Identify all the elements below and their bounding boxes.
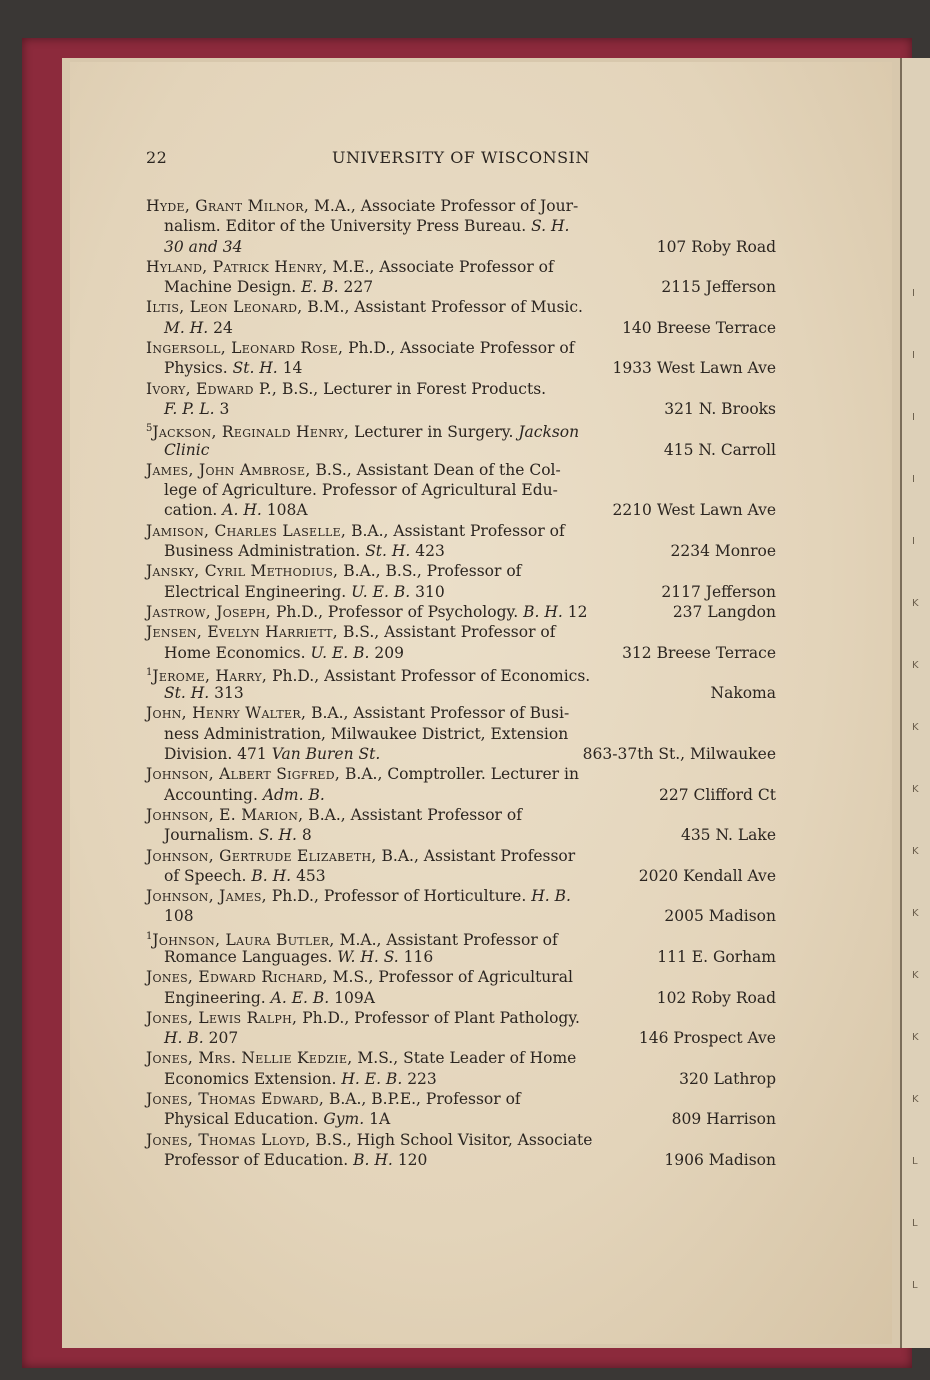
entry-text: B.A., B.S., Professor of [338, 562, 522, 581]
person-name: John, Henry Walter, [146, 704, 307, 723]
home-address: 2234 Monroe [670, 542, 776, 561]
directory-entry [146, 886, 776, 927]
home-address: 107 Roby Road [656, 237, 776, 256]
entry-line [146, 1089, 776, 1109]
entry-line [146, 724, 776, 744]
person-name: Jones, Edward Richard, [146, 968, 328, 987]
entry-line [146, 785, 776, 805]
room-number: 453 [296, 866, 326, 885]
directory-entry [146, 967, 776, 1008]
edge-letter: K [912, 784, 919, 795]
person-name: Johnson, Gertrude Elizabeth, [146, 846, 377, 865]
edge-letter: K [912, 660, 919, 671]
entry-text: B.S., Assistant Dean of the Col- [310, 460, 561, 479]
entry-line [146, 967, 776, 987]
entry-text: Economics Extension. [164, 1069, 337, 1088]
edge-letter: K [912, 598, 919, 609]
entry-line [146, 338, 776, 358]
entry-line [146, 277, 776, 297]
entry-line [146, 1150, 776, 1170]
entry-line [146, 1130, 776, 1150]
room-code: H. E. B. [341, 1069, 403, 1088]
entry-line [146, 643, 776, 663]
entry-text: Physical Education. [164, 1110, 319, 1129]
entry-text: B.A., Assistant Professor [376, 846, 576, 865]
room-code: Clinic [164, 440, 210, 459]
person-name: James, John Ambrose, [146, 460, 311, 479]
room-number: 3 [219, 399, 230, 418]
person-name: Jerome, Harry, [152, 666, 268, 685]
room-code: M. H. [164, 318, 209, 337]
entry-text: Engineering. [164, 988, 266, 1007]
edge-letter: I [912, 350, 915, 361]
entry-line [146, 663, 776, 683]
directory-entry [146, 1130, 776, 1171]
directory-entry [146, 927, 776, 968]
entry-line [146, 561, 776, 581]
room-number: 227 [343, 278, 374, 297]
entry-text: Business Administration. [164, 542, 361, 561]
directory-entry [146, 297, 776, 338]
room-code: F. P. L. [164, 399, 215, 418]
room-number: 108A [266, 501, 308, 520]
home-address: 2210 West Lawn Ave [612, 501, 776, 520]
entry-text: M.A., Associate Professor of Jour- [309, 197, 579, 215]
room-code: 30 and 34 [164, 237, 243, 256]
entry-text: nalism. Editor of the University Press Bureau. [164, 217, 527, 236]
home-address: 2117 Jefferson [661, 582, 776, 601]
directory-entry [146, 379, 776, 420]
directory-entry [146, 419, 776, 460]
entry-text: Home Economics. [164, 643, 306, 662]
home-address: 237 Langdon [672, 602, 776, 621]
entry-text: Ph.D., Professor of Horticulture. [266, 887, 527, 906]
edge-letter: K [912, 846, 919, 857]
home-address: 320 Lathrop [679, 1069, 776, 1088]
edge-letter: I [912, 536, 915, 547]
entry-text: Ph.D., Associate Professor of [343, 339, 575, 358]
entry-line [146, 744, 776, 764]
room-number: 313 [214, 684, 244, 703]
directory-entry [146, 1089, 776, 1130]
entry-line [146, 947, 776, 967]
room-code: H. B. [164, 1029, 204, 1048]
entry-text: Physics. [164, 359, 228, 378]
edge-letter: K [912, 908, 919, 919]
room-code: A. H. [222, 501, 262, 520]
person-name: Jones, Thomas Lloyd, [146, 1130, 311, 1149]
entry-line [146, 927, 776, 947]
edge-letter: L [912, 1156, 918, 1167]
directory-entry [146, 663, 776, 704]
entry-text: cation. [164, 501, 218, 520]
entry-line [146, 1109, 776, 1129]
home-address: 312 Breese Terrace [622, 643, 776, 662]
entry-text: Lecturer in Surgery. [349, 423, 514, 442]
entry-text: B.A., Assistant Professor of [303, 805, 522, 824]
entry-text: B.A., Assistant Professor of Busi- [306, 704, 570, 723]
room-code: E. B. [301, 278, 339, 297]
room-number: 223 [407, 1069, 437, 1088]
person-name: Jansky, Cyril Methodius, [146, 562, 339, 581]
home-address: 140 Breese Terrace [622, 318, 776, 337]
home-address: 435 N. Lake [680, 826, 776, 845]
directory-entry [146, 602, 776, 622]
entry-line [146, 683, 776, 703]
entry-text: M.S., State Leader of Home [352, 1049, 577, 1068]
home-address: 227 Clifford Ct [659, 785, 776, 804]
entry-line [146, 1008, 776, 1028]
person-name: Jensen, Evelyn Harriett, [146, 623, 339, 642]
entry-text: M.E., Associate Professor of [327, 257, 554, 276]
entry-text: Electrical Engineering. [164, 582, 347, 601]
home-address: 1906 Madison [664, 1150, 776, 1169]
directory-entry [146, 460, 776, 521]
room-code: S. H. [531, 217, 570, 236]
directory-entry [146, 338, 776, 379]
entry-text: lege of Agriculture. Professor of Agricultural Edu- [164, 481, 558, 500]
edge-letter: K [912, 722, 919, 733]
edge-letter: I [912, 288, 915, 299]
entry-line [146, 866, 776, 886]
person-name: Johnson, Laura Butler, [152, 930, 335, 949]
room-number: 24 [213, 318, 233, 337]
person-name: Iltis, Leon Leonard, [146, 298, 303, 317]
entry-line [146, 399, 776, 419]
edge-letter: K [912, 1032, 919, 1043]
directory-entry [146, 521, 776, 562]
edge-letter: L [912, 1280, 918, 1291]
entry-text: B.A., B.P.E., Professor of [324, 1090, 521, 1109]
entry-line [146, 216, 776, 236]
faculty-directory-list [146, 196, 776, 1170]
entry-line [146, 500, 776, 520]
home-address: 321 N. Brooks [664, 399, 776, 418]
person-name: Ingersoll, Leonard Rose, [146, 339, 344, 358]
entry-line [146, 988, 776, 1008]
room-code: U. E. B. [351, 582, 411, 601]
edge-letter: I [912, 412, 915, 423]
footnote-mark: 1 [146, 666, 153, 678]
entry-line [146, 460, 776, 480]
person-name: Jones, Mrs. Nellie Kedzie, [146, 1049, 353, 1068]
edge-letter: K [912, 970, 919, 981]
entry-line [146, 358, 776, 378]
person-name: Johnson, E. Marion, [146, 805, 304, 824]
entry-line [146, 582, 776, 602]
entry-line [146, 886, 776, 906]
room-number: 12 [567, 602, 588, 621]
entry-text: B.M., Assistant Professor of Music. [302, 298, 583, 317]
entry-line [146, 318, 776, 338]
person-name: Johnson, Albert Sigfred, [146, 765, 341, 784]
room-number: 116 [403, 947, 434, 966]
home-address: 415 N. Carroll [663, 440, 776, 459]
entry-text: ness Administration, Milwaukee District, Extension [164, 724, 569, 743]
edge-letter: I [912, 474, 915, 485]
directory-entry [146, 764, 776, 805]
entry-line [146, 257, 776, 277]
entry-text: Journalism. [164, 826, 254, 845]
entry-line [146, 1048, 776, 1068]
entry-text: Ph.D., Professor of Psychology. [271, 602, 519, 621]
entry-text: of Speech. [164, 866, 247, 885]
entry-line [146, 419, 776, 442]
entry-text: B.S., Lecturer in Forest Products. [277, 379, 547, 398]
home-address: 2115 Jefferson [661, 278, 776, 297]
entry-line [146, 541, 776, 561]
home-address: 102 Roby Road [656, 988, 776, 1007]
person-name: Jones, Lewis Ralph, [146, 1008, 298, 1027]
entry-line [146, 602, 776, 622]
entry-text: Professor of Education. [164, 1150, 349, 1169]
room-code: B. H. [523, 602, 563, 621]
entry-line [146, 440, 776, 460]
room-code: St. H. [164, 684, 210, 703]
person-name: Johnson, James, [146, 887, 267, 906]
entry-line [146, 622, 776, 642]
home-address: 2020 Kendall Ave [638, 866, 776, 885]
entry-text: 108 [164, 907, 194, 926]
entry-line [146, 297, 776, 317]
room-code: Gym. [323, 1110, 365, 1129]
room-code: St. H. [232, 359, 278, 378]
room-number: 109A [334, 988, 375, 1007]
room-number: 1A [369, 1110, 391, 1129]
room-number: 8 [301, 826, 312, 845]
room-number: 310 [415, 582, 445, 601]
entry-text: B.A., Assistant Professor of [346, 521, 565, 540]
person-name: Ivory, Edward P., [146, 379, 278, 398]
entry-line [146, 1028, 776, 1048]
directory-entry [146, 622, 776, 663]
directory-entry [146, 846, 776, 887]
room-number: 14 [282, 359, 303, 378]
home-address: 863-37th St., Milwaukee [582, 745, 776, 764]
entry-line [146, 805, 776, 825]
room-code: St. H. [365, 542, 411, 561]
person-name: Jamison, Charles Laselle, [146, 521, 347, 540]
entry-line [146, 825, 776, 845]
home-address: 809 Harrison [671, 1110, 776, 1129]
footnote-mark: 1 [146, 930, 153, 942]
entry-text: Accounting. [164, 785, 258, 804]
room-code: A. E. B. [270, 988, 330, 1007]
directory-entry [146, 1048, 776, 1089]
entry-line [146, 379, 776, 399]
room-code: B. H. [251, 866, 292, 885]
home-address: Nakoma [710, 684, 776, 703]
entry-text: Ph.D., Professor of Plant Pathology. [297, 1008, 580, 1027]
edge-letter: L [912, 1218, 918, 1229]
footnote-mark: 5 [146, 423, 153, 435]
directory-entry [146, 805, 776, 846]
home-address: 2005 Madison [664, 907, 776, 926]
person-name: Jones, Thomas Edward, [146, 1090, 325, 1109]
entry-line [146, 846, 776, 866]
entry-line [146, 906, 776, 926]
entry-text: Ph.D., Assistant Professor of Economics. [267, 666, 591, 685]
person-name: Jastrow, Joseph, [146, 602, 272, 621]
room-code: Jackson [518, 423, 580, 442]
entry-text: B.S., High School Visitor, Associate [310, 1130, 593, 1149]
entry-text: Division. 471 [164, 745, 267, 764]
room-number: 209 [374, 643, 404, 662]
directory-entry [146, 196, 776, 257]
directory-entry [146, 703, 776, 764]
person-name: Hyland, Patrick Henry, [146, 257, 328, 276]
home-address: 111 E. Gorham [657, 947, 776, 966]
directory-entry [146, 1008, 776, 1049]
entry-text: B.A., Comptroller. Lecturer in [340, 765, 579, 784]
entry-line [146, 480, 776, 500]
entry-line [146, 764, 776, 784]
room-code: B. H. [353, 1150, 393, 1169]
entry-line [146, 703, 776, 723]
entry-text: B.S., Assistant Professor of [338, 623, 556, 642]
person-name: Jackson, Reginald Henry, [152, 423, 350, 442]
page-number: 22 [146, 148, 168, 167]
room-code: W. H. S. [337, 947, 399, 966]
running-head: UNIVERSITY OF WISCONSIN [332, 148, 590, 167]
room-code: S. H. [258, 826, 297, 845]
entry-text: Romance Languages. [164, 947, 333, 966]
room-code: Adm. B. [262, 785, 325, 804]
directory-entry [146, 257, 776, 298]
entry-line [146, 521, 776, 541]
room-number: 423 [415, 542, 445, 561]
directory-entry [146, 561, 776, 602]
home-address: 1933 West Lawn Ave [612, 359, 776, 378]
room-code: H. B. [531, 887, 571, 906]
room-number: 120 [397, 1150, 428, 1169]
entry-text: M.S., Professor of Agricultural [327, 968, 573, 987]
edge-letter: K [912, 1094, 919, 1105]
entry-text: Machine Design. [164, 278, 297, 297]
entry-line [146, 196, 776, 216]
room-code: Van Buren St. [271, 745, 381, 764]
room-code: U. E. B. [310, 643, 370, 662]
person-name: Hyde, Grant Milnor, [146, 197, 310, 215]
next-page-edge [900, 58, 930, 1348]
entry-line [146, 237, 776, 257]
room-number: 207 [208, 1029, 239, 1048]
entry-line [146, 1069, 776, 1089]
home-address: 146 Prospect Ave [638, 1029, 776, 1048]
entry-text: M.A., Assistant Professor of [334, 930, 558, 949]
